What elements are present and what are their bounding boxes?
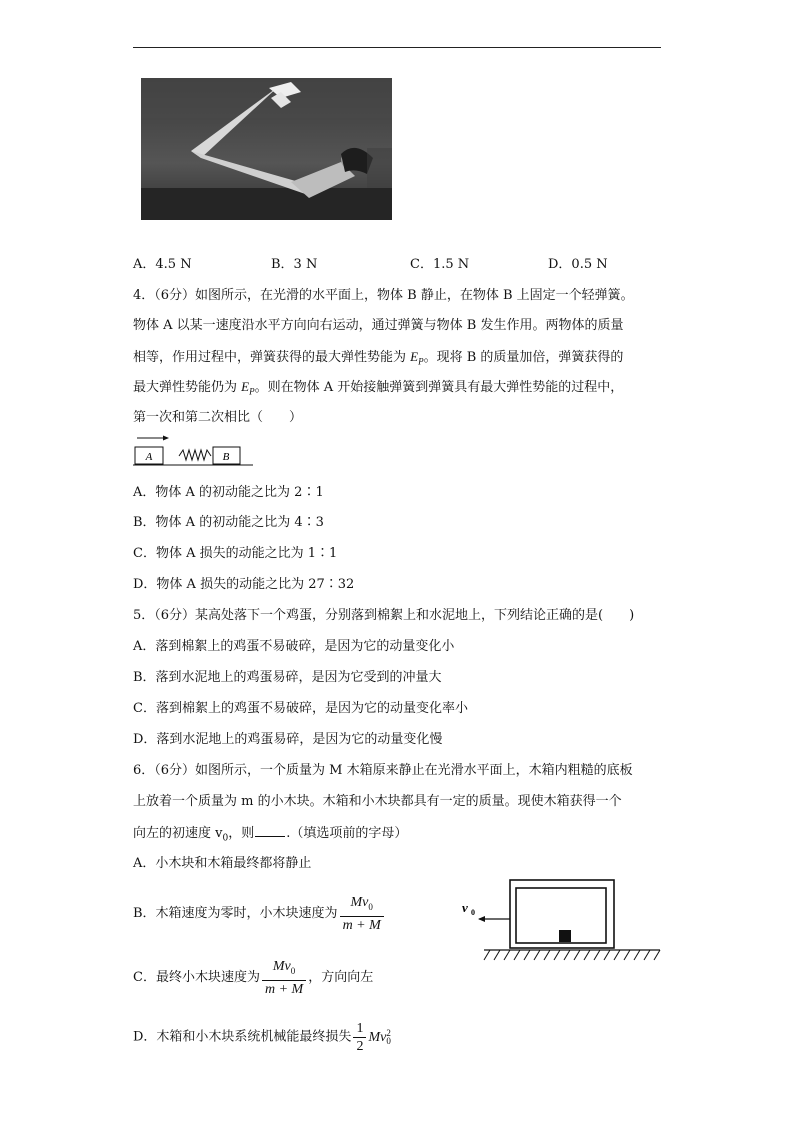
- q4-option-c: C．物体 A 损失的动能之比为 1∶1: [133, 546, 338, 561]
- fraction-one-half: $\frac{1}{2}$: [353, 1020, 366, 1055]
- q4-stem-line-4: 最大弹性势能仍为 $E_P$。则在物体 A 开始接触弹簧到弹簧具有最大弹性势能的过程中，: [133, 379, 624, 397]
- spring: [179, 450, 211, 460]
- q5-option-b: B．落到水泥地上的鸡蛋易碎，是因为它受到的冲量大: [133, 670, 442, 685]
- block-a-label: A: [145, 451, 153, 463]
- spring-blocks-figure: [133, 434, 255, 468]
- ep-symbol: $E_P$: [241, 379, 255, 397]
- q3-option-c: C．1.5 N: [410, 257, 470, 272]
- q4-option-a: A．物体 A 的初动能之比为 2∶1: [133, 485, 324, 500]
- fraction-mv0-over-mM: $\frac{Mv_0}{m + M}$: [262, 958, 306, 998]
- ground-hatching: [484, 950, 660, 960]
- q4-stem-line-3: 相等，作用过程中，弹簧获得的最大弹性势能为 $E_P$。现将 B 的质量加倍，弹簧获得的: [133, 349, 624, 367]
- arrow-right-icon: [163, 436, 169, 441]
- fraction-mv0-over-mM: $\frac{Mv_0}{m + M}$: [340, 894, 384, 934]
- small-block: [559, 930, 571, 942]
- q3-option-d: D．0.5 N: [548, 257, 608, 272]
- q6-option-a: A．小木块和木箱最终都将静止: [133, 856, 312, 871]
- q6-stem-line-2: 上放着一个质量为 m 的小木块。木箱和小木块都具有一定的质量。现使木箱获得一个: [133, 794, 622, 809]
- q3-option-a: A．4.5 N: [133, 257, 192, 272]
- q4-option-d: D．物体 A 损失的动能之比为 27∶32: [133, 577, 355, 592]
- photo-figure: [141, 78, 392, 220]
- q5-stem: 5．（6分）某高处落下一个鸡蛋，分别落到棉絮上和水泥地上，下列结论正确的是( ): [133, 608, 635, 623]
- ep-symbol: $E_P$: [410, 349, 424, 367]
- q6-option-d: D．木箱和小木块系统机械能最终损失 $\frac{1}{2}$ Mv 2 0: [133, 1021, 391, 1054]
- q5-option-a: A．落到棉絮上的鸡蛋不易破碎，是因为它的动量变化小: [133, 639, 455, 654]
- velocity-subscript: 0: [471, 908, 475, 917]
- arrow-left-icon: [478, 916, 485, 922]
- q3-option-b: B．3 N: [271, 257, 318, 272]
- q6-stem-line-1: 6．（6分）如图所示，一个质量为 M 木箱原来静止在光滑水平面上，木箱内粗糙的底板: [133, 763, 633, 778]
- energy-expression: Mv 2 0: [368, 1028, 391, 1047]
- answer-blank: [255, 824, 285, 837]
- q4-option-b: B．物体 A 的初动能之比为 4∶3: [133, 515, 324, 530]
- q5-option-d: D．落到水泥地上的鸡蛋易碎，是因为它的动量变化慢: [133, 732, 443, 747]
- q4-stem-line-1: 4．（6分）如图所示，在光滑的水平面上，物体 B 静止，在物体 B 上固定一个轻弹簧。: [133, 288, 634, 303]
- q6-stem-line-3: 向左的初速度 $v_0$，则 .（填选项前的字母）: [133, 826, 408, 844]
- block-b-label: B: [222, 451, 230, 463]
- velocity-label: v: [462, 900, 468, 915]
- header-rule: [133, 47, 661, 48]
- q6-option-c: C．最终小木块速度为 $\frac{Mv_0}{m + M}$ ，方向向左: [133, 959, 374, 997]
- q4-stem-line-2: 物体 A 以某一速度沿水平方向向右运动，通过弹簧与物体 B 发生作用。两物体的质量: [133, 318, 624, 333]
- box-figure: [460, 876, 662, 962]
- q6-option-b: B．木箱速度为零时，小木块速度为 $\frac{Mv_0}{m + M}$: [133, 894, 386, 934]
- q4-stem-line-5: 第一次和第二次相比（ ）: [133, 410, 303, 425]
- q5-option-c: C．落到棉絮上的鸡蛋不易破碎，是因为它的动量变化率小: [133, 701, 468, 716]
